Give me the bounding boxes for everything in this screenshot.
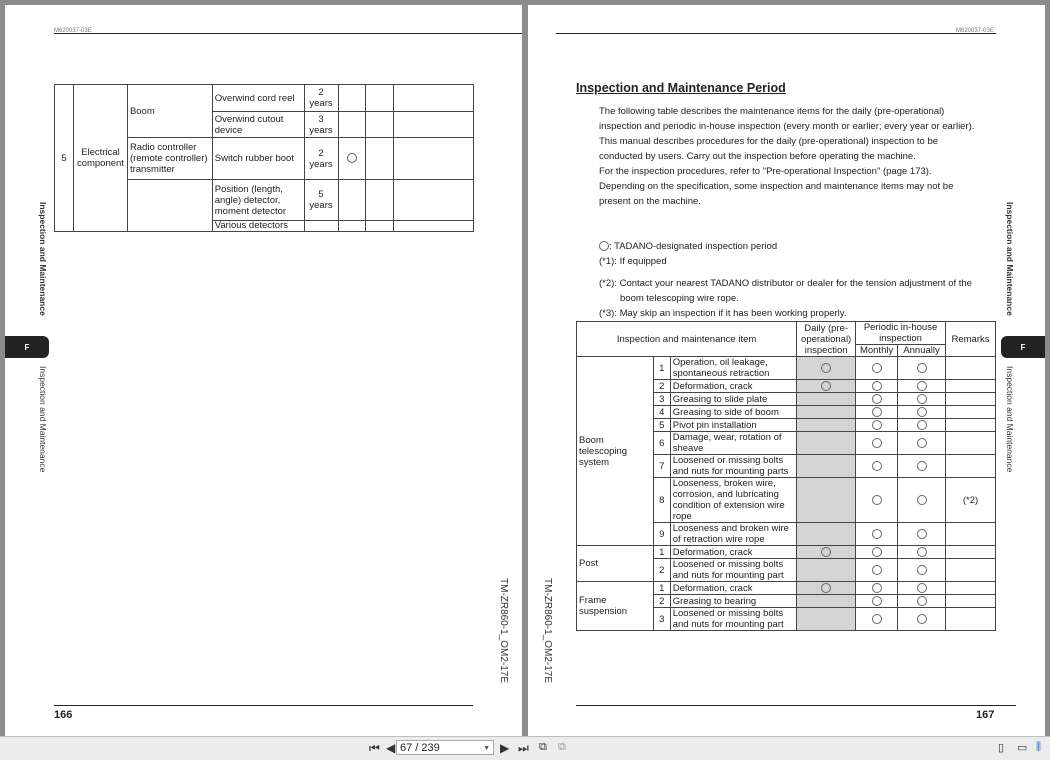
two-page-icon[interactable]: ⫼ (1036, 741, 1042, 753)
header-remarks: Remarks (946, 322, 996, 357)
inspection-circle-icon (917, 381, 927, 391)
remarks-cell (946, 608, 996, 631)
side-label: Inspection and Maintenance (38, 366, 48, 473)
item-number: 9 (653, 523, 670, 546)
inspection-circle-icon (917, 363, 927, 373)
item-description: Looseness and broken wire of retraction wire rope (670, 523, 796, 546)
inspection-circle-icon (872, 461, 882, 471)
inspection-circle-icon (917, 565, 927, 575)
remarks-cell (946, 582, 996, 595)
group-label: Frame suspension (577, 582, 654, 631)
annually-cell (898, 559, 946, 582)
monthly-cell (856, 523, 898, 546)
inspection-circle-icon (872, 565, 882, 575)
dropdown-icon[interactable]: ▼ (483, 745, 490, 752)
section-tab: F (5, 336, 49, 358)
inspection-circle-icon (917, 547, 927, 557)
header-item: Inspection and maintenance item (577, 322, 797, 357)
last-page-icon[interactable]: ⏭ (518, 741, 529, 755)
inspection-circle-icon (821, 363, 831, 373)
annually-cell (898, 608, 946, 631)
daily-cell (797, 523, 856, 546)
remarks-cell (946, 432, 996, 455)
model-code: TM-ZR860-1_OM2-17E (542, 578, 553, 684)
inspection-circle-icon (872, 420, 882, 430)
item-description: Deformation, crack (670, 546, 796, 559)
doc-code: M620037-03E (956, 28, 994, 34)
right-page (528, 5, 1045, 736)
inspection-circle-icon (599, 241, 609, 251)
item-label: Overwind cord reel (212, 85, 304, 112)
inspection-circle-icon (917, 583, 927, 593)
left-page (5, 5, 522, 736)
remarks-cell (946, 455, 996, 478)
remarks-cell (946, 406, 996, 419)
rotate-icon[interactable]: ⧉ (539, 741, 547, 753)
inspection-circle-icon (821, 547, 831, 557)
inspection-circle-icon (917, 596, 927, 606)
item-description: Loosened or missing bolts and nuts for mounting part (670, 559, 796, 582)
item-number: 7 (653, 455, 670, 478)
inspection-circle-icon (917, 461, 927, 471)
group-label: Boom telescoping system (577, 357, 654, 546)
item-number: 2 (653, 595, 670, 608)
inspection-circle-icon (872, 381, 882, 391)
monthly-cell (856, 380, 898, 393)
viewer-toolbar (0, 736, 1050, 760)
item-number: 3 (653, 608, 670, 631)
inspection-circle-icon (872, 438, 882, 448)
continuous-page-icon[interactable]: ▭ (1017, 742, 1028, 754)
inspection-circle-icon (872, 394, 882, 404)
item-description: Deformation, crack (670, 380, 796, 393)
inspection-table (576, 321, 996, 631)
group-label: Post (577, 546, 654, 582)
header-monthly: Monthly (856, 345, 898, 357)
remarks-cell (946, 523, 996, 546)
annually-cell (898, 432, 946, 455)
monthly-cell (856, 406, 898, 419)
annually-cell (898, 419, 946, 432)
inspection-circle-icon (821, 583, 831, 593)
inspection-circle-icon (872, 583, 882, 593)
inspection-circle-icon (872, 547, 882, 557)
item-number: 2 (653, 380, 670, 393)
inspection-circle-icon (347, 153, 357, 163)
inspection-circle-icon (872, 614, 882, 624)
daily-cell (797, 546, 856, 559)
daily-cell (797, 419, 856, 432)
inspection-circle-icon (917, 438, 927, 448)
inspection-circle-icon (917, 495, 927, 505)
remarks-cell (946, 380, 996, 393)
monthly-cell (856, 357, 898, 380)
daily-cell (797, 380, 856, 393)
category-label: Electrical component (73, 85, 127, 232)
interval: 2 years (304, 85, 338, 112)
remarks-cell (946, 546, 996, 559)
item-number: 4 (653, 406, 670, 419)
remarks-cell: (*2) (946, 478, 996, 523)
page-number: 166 (54, 709, 73, 721)
page-number: 167 (976, 709, 995, 721)
remarks-cell (946, 595, 996, 608)
next-page-icon[interactable]: ▶ (500, 741, 510, 755)
inspection-circle-icon (917, 420, 927, 430)
side-label-bold: Inspection and Maintenance (1005, 202, 1015, 316)
footer-rule (576, 705, 1016, 706)
monthly-cell (856, 419, 898, 432)
item-description: Greasing to bearing (670, 595, 796, 608)
section-title: Inspection and Maintenance Period (576, 81, 786, 95)
table-row (577, 546, 996, 559)
annually-cell (898, 546, 946, 559)
table-row (577, 357, 996, 380)
daily-cell (797, 582, 856, 595)
item-number: 5 (653, 419, 670, 432)
legend-note: : TADANO-designated inspection period (599, 239, 999, 254)
item-description: Operation, oil leakage, spontaneous retraction (670, 357, 796, 380)
inspection-circle-icon (872, 363, 882, 373)
inspection-circle-icon (917, 394, 927, 404)
table-row (577, 582, 996, 595)
annually-cell (898, 523, 946, 546)
interval: 3 years (304, 112, 338, 138)
item-label: Overwind cutout device (212, 112, 304, 138)
inspection-circle-icon (917, 614, 927, 624)
monthly-cell (856, 559, 898, 582)
item-description: Greasing to slide plate (670, 393, 796, 406)
note-1: (*1): If equipped (599, 256, 667, 267)
item-description: Damage, wear, rotation of sheave (670, 432, 796, 455)
monthly-cell (856, 478, 898, 523)
annually-cell (898, 380, 946, 393)
page-number-input[interactable]: 67 / 239 ▼ (396, 740, 494, 755)
maintenance-table-continued (54, 84, 474, 232)
inspection-circle-icon (872, 596, 882, 606)
monthly-cell (856, 455, 898, 478)
item-description: Loosened or missing bolts and nuts for mounting part (670, 608, 796, 631)
doc-code: M620037-03E (54, 28, 92, 34)
item-label: Various detectors (212, 221, 304, 232)
daily-cell (797, 608, 856, 631)
monthly-cell (856, 608, 898, 631)
daily-cell (797, 595, 856, 608)
item-number: 1 (653, 546, 670, 559)
footer-rule (54, 705, 473, 706)
header-rule (556, 33, 996, 34)
single-page-icon[interactable]: ▯ (998, 742, 1005, 754)
item-label: Position (length, angle) detector, moment detector (212, 180, 304, 221)
daily-cell (797, 559, 856, 582)
annually-cell (898, 455, 946, 478)
annually-cell (898, 582, 946, 595)
prev-page-icon[interactable]: ◀ (386, 741, 396, 755)
daily-cell (797, 478, 856, 523)
intro-paragraph: The following table describes the maintenance items for the daily (pre-operational) inspection and periodic in-house inspection (every month or earlier; every year or earlier). This manual describes procedures for the daily (pre-operational) inspection to be conducted by users. Carry out the inspection before operating the machine. For the inspection procedures, refer to "Pre-operational Inspection" (page 173). Depending on the specification, some inspection and maintenance items may not be present on the machine. (599, 106, 975, 207)
item-number: 3 (653, 393, 670, 406)
note-3: (*3): May skip an inspection if it has been working properly. (599, 308, 847, 319)
daily-cell (797, 432, 856, 455)
daily-cell (797, 406, 856, 419)
monthly-cell (856, 393, 898, 406)
item-description: Pivot pin installation (670, 419, 796, 432)
header-rule (54, 33, 522, 34)
interval: 2 years (304, 138, 338, 180)
first-page-icon[interactable]: ⏮ (369, 741, 380, 755)
header-annually: Annually (898, 345, 946, 357)
model-code: TM-ZR860-1_OM2-17E (498, 578, 509, 684)
item-number: 1 (653, 582, 670, 595)
item-description: Deformation, crack (670, 582, 796, 595)
item-number: 5 (55, 85, 74, 232)
annually-cell (898, 478, 946, 523)
section-tab: F (1001, 336, 1045, 358)
item-label: Switch rubber boot (212, 138, 304, 180)
interval: 5 years (304, 180, 338, 221)
monthly-cell (856, 582, 898, 595)
remarks-cell (946, 393, 996, 406)
annually-cell (898, 393, 946, 406)
inspection-circle-icon (917, 529, 927, 539)
remarks-cell (946, 357, 996, 380)
item-description: Loosened or missing bolts and nuts for mounting parts (670, 455, 796, 478)
annually-cell (898, 357, 946, 380)
item-description: Greasing to side of boom (670, 406, 796, 419)
daily-cell (797, 455, 856, 478)
side-label: Inspection and Maintenance (1005, 366, 1015, 473)
annually-cell (898, 406, 946, 419)
monthly-cell (856, 595, 898, 608)
inspection-circle-icon (917, 407, 927, 417)
inspection-circle-icon (872, 495, 882, 505)
remarks-cell (946, 559, 996, 582)
boom-label: Boom (127, 85, 212, 138)
item-number: 8 (653, 478, 670, 523)
radio-controller-label: Radio controller (remote controller) transmitter (127, 138, 212, 180)
header-periodic: Periodic in-house inspection (856, 322, 946, 345)
copy-icon[interactable]: ⧉ (558, 741, 566, 753)
daily-cell (797, 393, 856, 406)
inspection-circle-icon (821, 381, 831, 391)
annually-cell (898, 595, 946, 608)
daily-cell (797, 357, 856, 380)
inspection-circle-icon (872, 529, 882, 539)
item-number: 6 (653, 432, 670, 455)
item-number: 1 (653, 357, 670, 380)
item-description: Looseness, broken wire, corrosion, and lubricating condition of extension wire rope (670, 478, 796, 523)
remarks-cell (946, 419, 996, 432)
inspection-circle-icon (872, 407, 882, 417)
side-label-bold: Inspection and Maintenance (38, 202, 48, 316)
note-2: (*2): Contact your nearest TADANO distributor or dealer for the tension adjustment of the boom telescoping wire rope. (599, 278, 972, 304)
header-daily: Daily (pre-operational) inspection (797, 322, 856, 357)
item-number: 2 (653, 559, 670, 582)
monthly-cell (856, 432, 898, 455)
monthly-cell (856, 546, 898, 559)
